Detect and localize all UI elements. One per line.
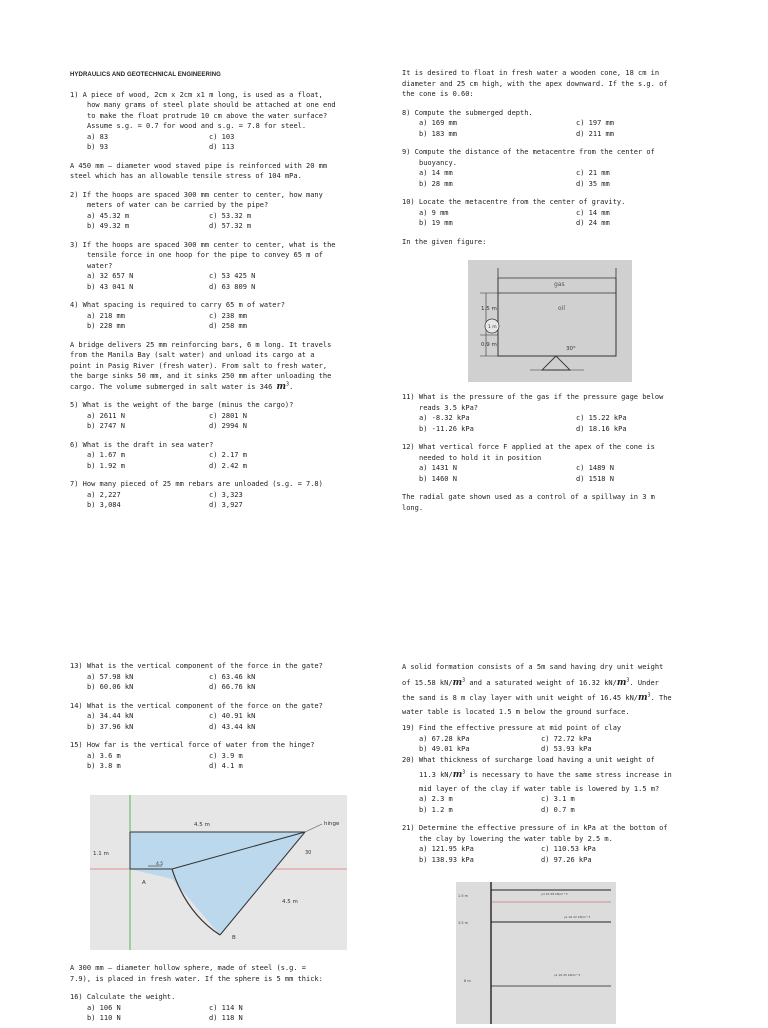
dimension-label: 4.5 m (282, 899, 298, 905)
option-a: a) 32 657 N (87, 272, 134, 280)
option-b: b) 3,084 (87, 501, 121, 509)
document-title: HYDRAULICS AND GEOTECHNICAL ENGINEERING (70, 72, 221, 78)
unit-m: m (452, 770, 463, 780)
option-d: d) 35 mm (576, 179, 610, 188)
intro-text: of 15.58 kN/ (402, 678, 453, 687)
option-b: b) 138.93 kPa (419, 855, 474, 864)
question-text: mid layer of the clay if water table is lowered by 1.5 m? (419, 784, 660, 793)
question-text: 7) How many pieced of 25 mm rebars are unloaded (s.g. = 7.8) (70, 480, 323, 488)
intro-text: It is desired to float in fresh water a wooden cone, 18 cm in (402, 69, 660, 77)
option-a: a) 34.44 kN (87, 712, 134, 720)
question-3 (70, 240, 370, 293)
option-d: d) 3,927 (209, 501, 243, 509)
depth-label: 8 m (464, 979, 471, 983)
question-13 (70, 661, 370, 693)
option-a: a) -8.32 kPa (419, 414, 470, 422)
option-b: b) 49.01 kPa (419, 745, 470, 753)
dimension-label: 1.1 m (93, 851, 109, 857)
option-d: d) 0.7 m (541, 805, 575, 814)
point-b-label: B (232, 935, 236, 941)
option-d: d) 57.32 m (209, 222, 252, 230)
option-c: c) 103 (209, 132, 235, 141)
question-text: needed to hold it in position (419, 453, 542, 462)
option-a: a) 106 N (87, 1003, 121, 1012)
question-19 (402, 723, 702, 755)
intro-text: A 450 mm – diameter wood staved pipe is reinforced with 20 mm (70, 161, 328, 170)
option-d: d) 97.26 kPa (541, 855, 592, 864)
question-text: 12) What vertical force F applied at the apex of the cone is (402, 443, 655, 451)
option-c: c) 2801 N (209, 411, 247, 420)
depth-label: 1.5 m (458, 894, 469, 898)
hinge-label: hinge (324, 821, 340, 827)
option-d: d) 118 N (209, 1014, 243, 1022)
question-text: 14) What is the vertical component of the force on the gate? (70, 701, 323, 710)
option-a: a) 2.3 m (419, 795, 453, 803)
question-20 (402, 755, 702, 816)
question-text: 10) Locate the metacentre from the center of gravity. (402, 198, 626, 206)
question-21 (402, 823, 702, 865)
tank-cone-diagram (468, 260, 632, 382)
option-c: c) 3.9 m (209, 751, 243, 760)
col-top-left (70, 70, 370, 511)
intro-text-last: cargo. The volume submerged in salt water is 346 $m^3$. (70, 381, 294, 392)
question-12 (402, 442, 702, 484)
option-b: b) 1.2 m (419, 805, 453, 814)
point-a-label: A (142, 880, 146, 886)
option-b: b) 1460 N (419, 474, 457, 483)
option-b: b) 183 mm (419, 129, 457, 138)
question-text: Assume s.g. = 0.7 for wood and s.g. = 7.8 for steel. (87, 122, 307, 130)
question-text: buoyancy. (419, 158, 457, 167)
option-d: d) 113 (209, 143, 235, 151)
option-d: d) 66.76 kN (209, 683, 256, 691)
question-text: water? (87, 261, 113, 270)
intro-text: A solid formation consists of a 5m sand having dry unit weight (402, 663, 664, 671)
intro-text: . The (650, 694, 672, 702)
option-a: a) 218 mm (87, 311, 125, 320)
option-c: c) 197 mm (576, 119, 614, 127)
angle-label: 30° (566, 346, 576, 352)
question-11 (402, 392, 702, 434)
oil-label: oil (558, 305, 566, 312)
question-text: 8) Compute the submerged depth. (402, 108, 533, 117)
option-c: c) 53.32 m (209, 211, 252, 220)
intro-text: and a saturated weight of 16.32 kN/ (465, 678, 617, 687)
question-text: is necessary to have the same stress increase in (465, 771, 672, 779)
tank-cone-figure (468, 260, 632, 382)
question-text: 1) A piece of wood, 2cm x 2cm x1 m long, is used as a float, (70, 90, 323, 99)
option-d: d) 258 mm (209, 322, 247, 330)
option-d: d) 2994 N (209, 422, 247, 430)
intro-cone (402, 68, 702, 100)
unit-weight-label: γd 15.58 kN/m^3 (541, 892, 568, 896)
option-c: c) 238 mm (209, 311, 247, 320)
question-text: meters of water can be carried by the pipe? (87, 201, 269, 209)
option-d: d) 24 mm (576, 219, 610, 227)
option-a: a) 2611 N (87, 411, 125, 420)
intro-text: A bridge delivers 25 mm reinforcing bars, 6 m long. It travels (70, 340, 332, 349)
question-8 (402, 108, 702, 140)
question-text: 4) What spacing is required to carry 65 m of water? (70, 301, 285, 309)
option-c: c) 40.91 kN (209, 712, 256, 720)
intro-pipe (70, 161, 370, 182)
unit-m: m (616, 677, 627, 688)
col-top-right-lower (402, 392, 702, 513)
dimension-label: 4.5 m (194, 822, 210, 828)
intro-text: 7.9), is placed in fresh water. If the sphere is 5 mm thick: (70, 974, 323, 983)
question-2 (70, 190, 370, 232)
question-14 (70, 701, 370, 733)
unit-weight-label: γs 16.32 kN/m^3 (564, 915, 591, 919)
intro-text: diameter and 25 cm high, with the apex downward. If the s.g. of (402, 79, 668, 88)
option-b: b) 2747 N (87, 422, 125, 430)
option-c: c) 72.72 kPa (541, 734, 592, 743)
option-d: d) 211 mm (576, 129, 614, 138)
question-text: 19) Find the effective pressure at mid point of clay (402, 724, 622, 732)
option-d: d) 2.42 m (209, 461, 247, 470)
intro-text: steel which has an allowable tensile stress of 104 mPa. (70, 172, 302, 180)
unit-m: m (638, 693, 648, 703)
question-text: the clay by lowering the water table by 2.5 m. (419, 834, 613, 843)
question-text: 15) How far is the vertical force of water from the hinge? (70, 741, 315, 749)
option-b: b) 19 mm (419, 219, 453, 227)
question-text: 9) Compute the distance of the metacentre from the center of (402, 148, 655, 156)
option-c: c) 2.17 m (209, 451, 247, 459)
question-text: 5) What is the weight of the barge (minus the cargo)? (70, 401, 294, 409)
intro-text: A 300 mm – diameter hollow sphere, made of steel (s.g. = (70, 964, 307, 972)
option-b: b) 110 N (87, 1014, 121, 1022)
option-a: a) 14 mm (419, 169, 453, 177)
question-text: 16) Calculate the weight. (70, 993, 176, 1001)
question-4 (70, 300, 370, 332)
option-a: a) 9 mm (419, 208, 449, 217)
option-a: a) 121.95 kPa (419, 845, 474, 853)
depth-label: 3.5 m (458, 921, 469, 925)
option-b: b) 3.8 m (87, 762, 121, 770)
option-b: b) 49.32 m (87, 222, 130, 230)
intro-line: the sand is 8 m clay layer with unit weight of 16.45 $kN/m^3$. The (402, 692, 672, 703)
option-a: a) 169 mm (419, 119, 457, 127)
option-a: a) 2,227 (87, 490, 121, 499)
option-a: a) 45.32 m (87, 211, 130, 220)
intro-text: point in Pasig River (fresh water). From salt to fresh water, (70, 361, 328, 370)
option-b: b) 93 (87, 143, 109, 151)
col-bottom-right (402, 662, 702, 865)
intro-barge (70, 340, 370, 393)
dimension-label: 4.5 (156, 862, 164, 867)
option-b: b) 60.06 kN (87, 683, 134, 691)
question-text: 2) If the hoops are spaced 300 mm center to center, how many (70, 190, 323, 199)
option-c: c) 3,323 (209, 490, 243, 499)
angle-label: 30 (305, 850, 312, 856)
question-10 (402, 197, 702, 229)
option-b: b) 43 041 N (87, 282, 134, 291)
intro-text: the cone is 0.60: (402, 90, 474, 98)
question-text: 11) What is the pressure of the gas if the pressure gage below (402, 393, 664, 401)
option-a: a) 67.28 kPa (419, 734, 470, 743)
question-text: 6) What is the draft in sea water? (70, 440, 214, 449)
option-c: c) 14 mm (576, 208, 610, 217)
intro-text: . Under (629, 678, 659, 687)
intro-text: long. (402, 503, 424, 512)
option-c: c) 114 N (209, 1003, 243, 1012)
radial-gate-diagram (90, 795, 347, 950)
option-b: b) 28 mm (419, 179, 453, 188)
option-c: c) 21 mm (576, 169, 610, 177)
option-c: c) 110.53 kPa (541, 845, 596, 853)
question-text: 21) Determine the effective pressure of in kPa at the bottom of (402, 824, 668, 832)
question-text: to make the float protrude 10 cm above the water surface? (87, 111, 328, 120)
question-line: 11.3 $kN/m^3$ is necessary to have the same stress increase in (419, 769, 672, 780)
option-d: d) 4.1 m (209, 762, 243, 770)
unit-m: m (276, 381, 287, 392)
option-b: b) 37.96 kN (87, 722, 134, 731)
question-text: 3) If the hoops are spaced 300 mm center to center, what is the (70, 240, 336, 249)
question-text: reads 3.5 kPa? (419, 403, 479, 412)
option-c: c) 3.1 m (541, 795, 575, 803)
question-7 (70, 479, 370, 511)
soil-profile-diagram (456, 882, 616, 1024)
dimension-label: 1.5 m (481, 306, 497, 312)
gas-label: gas (554, 281, 565, 288)
question-text: 11.3 kN/ (419, 771, 453, 779)
intro-sphere (70, 963, 370, 984)
intro-text: water table is located 1.5 m below the ground surface. (402, 707, 630, 716)
question-text: 20) What thickness of surcharge load having a unit weight of (402, 755, 655, 764)
option-c: c) 53 425 N (209, 272, 256, 280)
intro-text: the sand is 8 m clay layer with unit weight of 16.45 kN/ (402, 694, 639, 702)
intro-text: The radial gate shown used as a control of a spillway in 3 m (402, 493, 655, 501)
option-d: d) 63 809 N (209, 282, 256, 291)
radial-gate-figure (90, 795, 347, 950)
dimension-label: 1 m (488, 325, 497, 330)
col-bottom-left-lower (70, 963, 370, 1024)
intro-radial-gate (402, 492, 702, 513)
option-c: c) 15.22 kPa (576, 414, 627, 422)
question-text: how many grams of steel plate should be attached at one end (87, 101, 336, 109)
option-b: b) 228 mm (87, 322, 125, 330)
intro-text: the barge sinks 50 mm, and it sinks 250 mm after unloading the (70, 372, 332, 380)
option-d: d) 53.93 kPa (541, 745, 592, 753)
option-a: a) 3.6 m (87, 751, 121, 760)
question-15 (70, 740, 370, 772)
col-top-right (402, 68, 702, 247)
intro-text: from the Manila Bay (salt water) and unload its cargo at a (70, 351, 315, 359)
option-a: a) 83 (87, 132, 109, 141)
question-text: tensile force in one hoop for the pipe to convey 65 m of (87, 251, 324, 259)
dimension-label: 0.9 m (481, 342, 497, 348)
question-16 (70, 992, 370, 1024)
question-1 (70, 90, 370, 153)
unit-weight-label: γs 16.45 kN/m^3 (554, 973, 581, 977)
question-text: 13) What is the vertical component of the force in the gate? (70, 662, 323, 670)
option-d: d) 18.16 kPa (576, 424, 627, 433)
figure-intro: In the given figure: (402, 237, 487, 246)
question-6 (70, 440, 370, 472)
option-b: b) -11.26 kPa (419, 424, 474, 433)
intro-line: of 15.58 $kN/m^3$ and a saturated weight of 16.32 $kN/m^3$. Under (402, 677, 659, 688)
intro-text: cargo. The volume submerged in salt water is 346 (70, 382, 277, 391)
option-a: a) 57.98 kN (87, 672, 134, 681)
option-d: d) 1518 N (576, 474, 614, 483)
question-5 (70, 400, 370, 432)
option-d: d) 43.44 kN (209, 722, 256, 731)
unit-m: m (452, 677, 463, 688)
soil-profile-figure (456, 882, 616, 1024)
option-a: a) 1431 N (419, 464, 457, 472)
col-bottom-left (70, 661, 370, 772)
question-9 (402, 147, 702, 189)
option-a: a) 1.67 m (87, 451, 125, 459)
option-b: b) 1.92 m (87, 461, 125, 470)
option-c: c) 1489 N (576, 464, 614, 472)
option-c: c) 63.46 kN (209, 672, 256, 681)
